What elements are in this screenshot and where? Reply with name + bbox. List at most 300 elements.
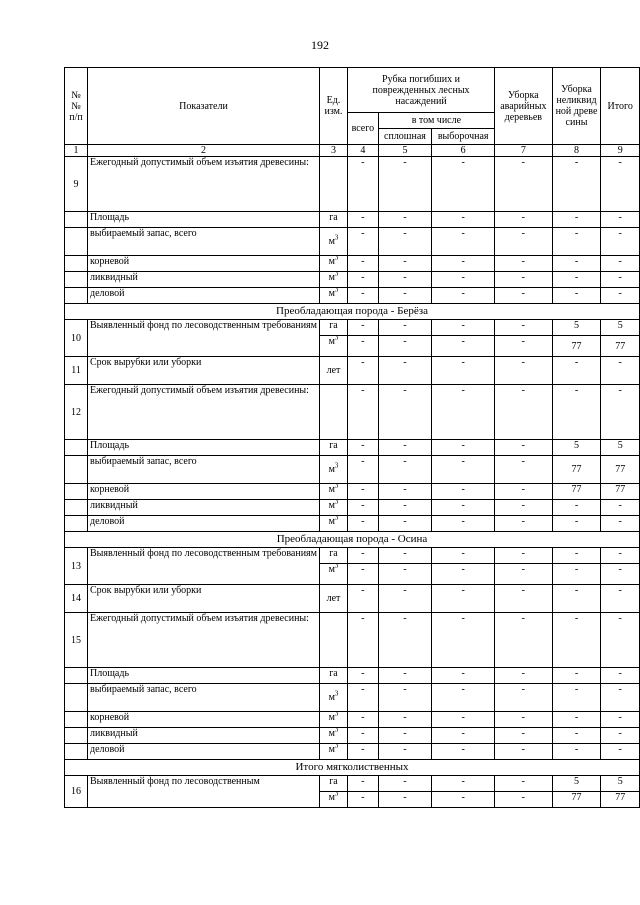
- cell: -: [347, 684, 378, 712]
- cell: -: [347, 157, 378, 212]
- row-number: 11: [65, 357, 88, 385]
- cell: -: [495, 212, 553, 228]
- section-aspen: Преобладающая порода - Осина: [65, 532, 640, 548]
- cell: 5: [552, 320, 601, 336]
- cell: -: [495, 256, 553, 272]
- cell: -: [432, 336, 495, 357]
- cell: -: [601, 288, 640, 304]
- unit-exponent: 3: [334, 255, 339, 262]
- unit-cell: га: [319, 320, 347, 336]
- cell: -: [601, 385, 640, 440]
- row-number: [65, 744, 88, 760]
- unit-cell: [319, 728, 347, 744]
- table-row: [65, 744, 640, 760]
- row-label: выбираемый запас, всего: [88, 456, 320, 484]
- cell: 5: [601, 440, 640, 456]
- unit-cell: [319, 684, 347, 712]
- cell: -: [347, 744, 378, 760]
- unit-text: м: [328, 744, 335, 755]
- row-label: деловой: [88, 516, 320, 532]
- cell: -: [495, 585, 553, 613]
- cell: -: [378, 585, 432, 613]
- table-row: [65, 212, 640, 228]
- row-label: Выявленный фонд по лесоводственным требованиям: [88, 320, 320, 357]
- section-birch: Преобладающая порода - Берёза: [65, 304, 640, 320]
- row-label: выбираемый запас, всего: [88, 228, 320, 256]
- cell: -: [347, 272, 378, 288]
- cell: -: [601, 256, 640, 272]
- table-row: [65, 613, 640, 668]
- table-row: [65, 357, 640, 385]
- cell: -: [552, 684, 601, 712]
- cell: -: [432, 516, 495, 532]
- header-unit: Ед. изм.: [319, 68, 347, 145]
- cell: -: [378, 792, 432, 808]
- cell: -: [432, 157, 495, 212]
- cell: -: [347, 440, 378, 456]
- cell: -: [432, 548, 495, 564]
- unit-text: м: [328, 484, 335, 495]
- cell: -: [378, 668, 432, 684]
- column-number-row: [65, 145, 640, 157]
- cell: -: [495, 357, 553, 385]
- cell: -: [378, 212, 432, 228]
- cell: -: [552, 516, 601, 532]
- cell: -: [495, 712, 553, 728]
- row-label: Срок вырубки или уборки: [88, 357, 320, 385]
- unit-exponent: 3: [334, 233, 339, 242]
- cell: -: [378, 728, 432, 744]
- unit-text: м: [328, 288, 335, 299]
- cell: -: [495, 564, 553, 585]
- cell: -: [347, 385, 378, 440]
- cell: -: [347, 564, 378, 585]
- cell: -: [378, 564, 432, 585]
- unit-cell: [319, 792, 347, 808]
- cell: -: [378, 272, 432, 288]
- cell: -: [432, 484, 495, 500]
- cell: -: [432, 684, 495, 712]
- cell: 77: [601, 456, 640, 484]
- cell: -: [495, 776, 553, 792]
- cell: -: [378, 385, 432, 440]
- unit-exponent: 3: [334, 743, 339, 750]
- cell: -: [601, 668, 640, 684]
- cell: -: [378, 613, 432, 668]
- unit-text: м: [328, 464, 335, 475]
- cell: -: [432, 744, 495, 760]
- col-num: 5: [378, 145, 432, 157]
- cell: -: [495, 613, 553, 668]
- cell: -: [495, 548, 553, 564]
- unit-cell: га: [319, 776, 347, 792]
- row-label: Площадь: [88, 668, 320, 684]
- row-label: Площадь: [88, 440, 320, 456]
- row-label: Ежегодный допустимый объем изъятия древесины:: [88, 157, 320, 212]
- cell: -: [347, 336, 378, 357]
- cell: -: [495, 684, 553, 712]
- unit-text: м: [328, 692, 335, 703]
- cell: 5: [552, 440, 601, 456]
- cell: 77: [601, 336, 640, 357]
- unit-cell: га: [319, 440, 347, 456]
- cell: -: [601, 157, 640, 212]
- cell: -: [495, 228, 553, 256]
- table-row: [65, 157, 640, 212]
- table-row: [65, 776, 640, 792]
- unit-cell: [319, 564, 347, 585]
- row-number: [65, 456, 88, 484]
- row-number: [65, 272, 88, 288]
- unit-cell: лет: [319, 585, 347, 613]
- row-number: [65, 484, 88, 500]
- row-label: ликвидный: [88, 500, 320, 516]
- cell: -: [601, 564, 640, 585]
- table-row: [65, 456, 640, 484]
- cell: -: [601, 548, 640, 564]
- cell: -: [347, 212, 378, 228]
- forest-felling-table: [64, 67, 640, 808]
- table-row: [65, 288, 640, 304]
- unit-cell: лет: [319, 357, 347, 385]
- section-total-soft: Итого мягколиственных: [65, 760, 640, 776]
- row-label: Площадь: [88, 212, 320, 228]
- cell: -: [378, 484, 432, 500]
- unit-text: м: [328, 712, 335, 723]
- cell: -: [552, 288, 601, 304]
- unit-text: м: [328, 564, 335, 575]
- col-num: 6: [432, 145, 495, 157]
- cell: -: [601, 516, 640, 532]
- row-label: ликвидный: [88, 272, 320, 288]
- row-label: Выявленный фонд по лесоводственным: [88, 776, 320, 808]
- cell: -: [347, 613, 378, 668]
- cell: -: [601, 357, 640, 385]
- cell: -: [347, 776, 378, 792]
- cell: -: [378, 357, 432, 385]
- table-row: [65, 668, 640, 684]
- cell: -: [601, 613, 640, 668]
- table-row: [65, 320, 640, 336]
- cell: -: [552, 228, 601, 256]
- cell: -: [347, 484, 378, 500]
- unit-exponent: 3: [334, 461, 339, 470]
- cell: -: [601, 684, 640, 712]
- cell: -: [378, 516, 432, 532]
- cell: -: [347, 288, 378, 304]
- cell: -: [378, 256, 432, 272]
- cell: -: [601, 228, 640, 256]
- cell: -: [552, 157, 601, 212]
- unit-text: м: [328, 792, 335, 803]
- cell: -: [552, 256, 601, 272]
- cell: -: [495, 272, 553, 288]
- row-label: Ежегодный допустимый объем изъятия древесины:: [88, 385, 320, 440]
- cell: -: [552, 585, 601, 613]
- row-label: Срок вырубки или уборки: [88, 585, 320, 613]
- cell: -: [432, 564, 495, 585]
- unit-text: м: [328, 336, 335, 347]
- cell: -: [495, 484, 553, 500]
- header-selective: выборочная: [432, 129, 495, 145]
- cell: -: [601, 585, 640, 613]
- row-number: [65, 516, 88, 532]
- cell: 77: [552, 792, 601, 808]
- cell: 5: [552, 776, 601, 792]
- row-number: [65, 712, 88, 728]
- row-number: 12: [65, 385, 88, 440]
- cell: 77: [601, 792, 640, 808]
- unit-cell: [319, 712, 347, 728]
- cell: -: [347, 668, 378, 684]
- cell: -: [495, 500, 553, 516]
- cell: -: [378, 744, 432, 760]
- cell: -: [552, 500, 601, 516]
- row-number: 10: [65, 320, 88, 357]
- col-num: 1: [65, 145, 88, 157]
- cell: 5: [601, 776, 640, 792]
- unit-cell: га: [319, 548, 347, 564]
- cell: -: [552, 613, 601, 668]
- header-total: всего: [347, 113, 378, 145]
- unit-exponent: 3: [334, 727, 339, 734]
- unit-exponent: 3: [334, 711, 339, 718]
- cell: -: [347, 585, 378, 613]
- cell: -: [347, 256, 378, 272]
- header-indicators: Показатели: [88, 68, 320, 145]
- unit-text: м: [328, 516, 335, 527]
- header-clear: сплошная: [378, 129, 432, 145]
- col-num: 4: [347, 145, 378, 157]
- cell: -: [495, 320, 553, 336]
- unit-exponent: 3: [334, 483, 339, 490]
- cell: -: [432, 385, 495, 440]
- cell: -: [347, 456, 378, 484]
- cell: -: [601, 712, 640, 728]
- cell: -: [601, 728, 640, 744]
- row-label: деловой: [88, 288, 320, 304]
- unit-cell: [319, 516, 347, 532]
- page-number: 192: [311, 38, 329, 52]
- cell: -: [495, 668, 553, 684]
- cell: -: [378, 320, 432, 336]
- cell: 77: [552, 484, 601, 500]
- unit-cell: [319, 500, 347, 516]
- cell: -: [601, 272, 640, 288]
- cell: -: [347, 548, 378, 564]
- unit-cell: [319, 228, 347, 256]
- row-label: Ежегодный допустимый объем изъятия древесины:: [88, 613, 320, 668]
- cell: -: [552, 728, 601, 744]
- cell: -: [378, 228, 432, 256]
- cell: -: [432, 440, 495, 456]
- unit-cell: [319, 385, 347, 440]
- cell: -: [347, 792, 378, 808]
- unit-exponent: 3: [334, 287, 339, 294]
- cell: -: [347, 500, 378, 516]
- cell: -: [601, 500, 640, 516]
- cell: -: [378, 440, 432, 456]
- cell: -: [432, 585, 495, 613]
- cell: -: [552, 668, 601, 684]
- header-illiquid: Уборка неликвид ной древе сины: [552, 68, 601, 145]
- col-num: 3: [319, 145, 347, 157]
- unit-exponent: 3: [334, 515, 339, 522]
- cell: -: [495, 516, 553, 532]
- col-num: 9: [601, 145, 640, 157]
- cell: -: [347, 228, 378, 256]
- header-felling: Рубка погибших и поврежденных лесных насаждений: [347, 68, 494, 113]
- cell: -: [432, 456, 495, 484]
- cell: -: [552, 712, 601, 728]
- row-number: [65, 500, 88, 516]
- table-row: [65, 256, 640, 272]
- cell: -: [432, 288, 495, 304]
- cell: -: [552, 564, 601, 585]
- table-row: [65, 712, 640, 728]
- header-including: в том числе: [378, 113, 494, 129]
- cell: -: [552, 385, 601, 440]
- table-row: [65, 585, 640, 613]
- row-number: 13: [65, 548, 88, 585]
- cell: -: [601, 212, 640, 228]
- table-row: [65, 228, 640, 256]
- unit-cell: [319, 336, 347, 357]
- unit-cell: [319, 272, 347, 288]
- unit-text: м: [328, 728, 335, 739]
- cell: -: [432, 792, 495, 808]
- cell: -: [552, 212, 601, 228]
- cell: -: [552, 548, 601, 564]
- cell: -: [432, 228, 495, 256]
- cell: -: [378, 548, 432, 564]
- col-num: 2: [88, 145, 320, 157]
- cell: -: [378, 500, 432, 516]
- unit-text: м: [328, 500, 335, 511]
- cell: 5: [601, 320, 640, 336]
- cell: -: [378, 336, 432, 357]
- cell: -: [432, 776, 495, 792]
- row-number: [65, 256, 88, 272]
- unit-cell: [319, 256, 347, 272]
- cell: -: [495, 792, 553, 808]
- header-num: №№ п/п: [65, 68, 88, 145]
- unit-cell: [319, 157, 347, 212]
- row-number: [65, 288, 88, 304]
- cell: -: [347, 728, 378, 744]
- unit-exponent: 3: [334, 271, 339, 278]
- cell: 77: [552, 336, 601, 357]
- table-row: [65, 385, 640, 440]
- row-number: [65, 212, 88, 228]
- table-row: [65, 440, 640, 456]
- unit-cell: га: [319, 668, 347, 684]
- row-number: 16: [65, 776, 88, 808]
- cell: -: [432, 357, 495, 385]
- unit-exponent: 3: [334, 499, 339, 506]
- cell: -: [378, 157, 432, 212]
- cell: -: [347, 516, 378, 532]
- cell: -: [432, 668, 495, 684]
- unit-cell: [319, 288, 347, 304]
- col-num: 8: [552, 145, 601, 157]
- cell: -: [495, 288, 553, 304]
- cell: -: [495, 157, 553, 212]
- cell: -: [495, 336, 553, 357]
- cell: 77: [601, 484, 640, 500]
- cell: -: [432, 728, 495, 744]
- col-num: 7: [495, 145, 553, 157]
- cell: 77: [552, 456, 601, 484]
- unit-text: м: [328, 272, 335, 283]
- row-number: 15: [65, 613, 88, 668]
- cell: -: [552, 357, 601, 385]
- cell: -: [552, 272, 601, 288]
- row-number: [65, 228, 88, 256]
- cell: -: [347, 712, 378, 728]
- cell: -: [432, 212, 495, 228]
- cell: -: [378, 456, 432, 484]
- cell: -: [378, 712, 432, 728]
- unit-exponent: 3: [334, 791, 339, 798]
- table-row: [65, 484, 640, 500]
- unit-exponent: 3: [334, 563, 339, 570]
- cell: -: [495, 440, 553, 456]
- cell: -: [432, 256, 495, 272]
- row-label: выбираемый запас, всего: [88, 684, 320, 712]
- unit-cell: га: [319, 212, 347, 228]
- row-label: деловой: [88, 744, 320, 760]
- unit-cell: [319, 744, 347, 760]
- unit-cell: [319, 456, 347, 484]
- cell: -: [495, 456, 553, 484]
- cell: -: [432, 272, 495, 288]
- header-emergency: Уборка аварийных деревьев: [495, 68, 553, 145]
- table-row: [65, 500, 640, 516]
- cell: -: [378, 288, 432, 304]
- cell: -: [432, 500, 495, 516]
- cell: -: [378, 684, 432, 712]
- unit-cell: [319, 613, 347, 668]
- cell: -: [347, 320, 378, 336]
- row-label: ликвидный: [88, 728, 320, 744]
- row-label: корневой: [88, 712, 320, 728]
- cell: -: [432, 613, 495, 668]
- row-label: корневой: [88, 484, 320, 500]
- row-label: Выявленный фонд по лесоводственным требованиям: [88, 548, 320, 585]
- cell: -: [432, 712, 495, 728]
- row-number: [65, 668, 88, 684]
- cell: -: [347, 357, 378, 385]
- table-row: [65, 548, 640, 564]
- cell: -: [495, 385, 553, 440]
- cell: -: [495, 744, 553, 760]
- cell: -: [432, 320, 495, 336]
- cell: -: [378, 776, 432, 792]
- row-number: [65, 440, 88, 456]
- row-number: 14: [65, 585, 88, 613]
- row-label: корневой: [88, 256, 320, 272]
- cell: -: [552, 744, 601, 760]
- header-itogo: Итого: [601, 68, 640, 145]
- unit-text: м: [328, 256, 335, 267]
- table-row: [65, 516, 640, 532]
- table-row: [65, 684, 640, 712]
- table-row: [65, 728, 640, 744]
- row-number: [65, 728, 88, 744]
- row-number: 9: [65, 157, 88, 212]
- table-row: [65, 272, 640, 288]
